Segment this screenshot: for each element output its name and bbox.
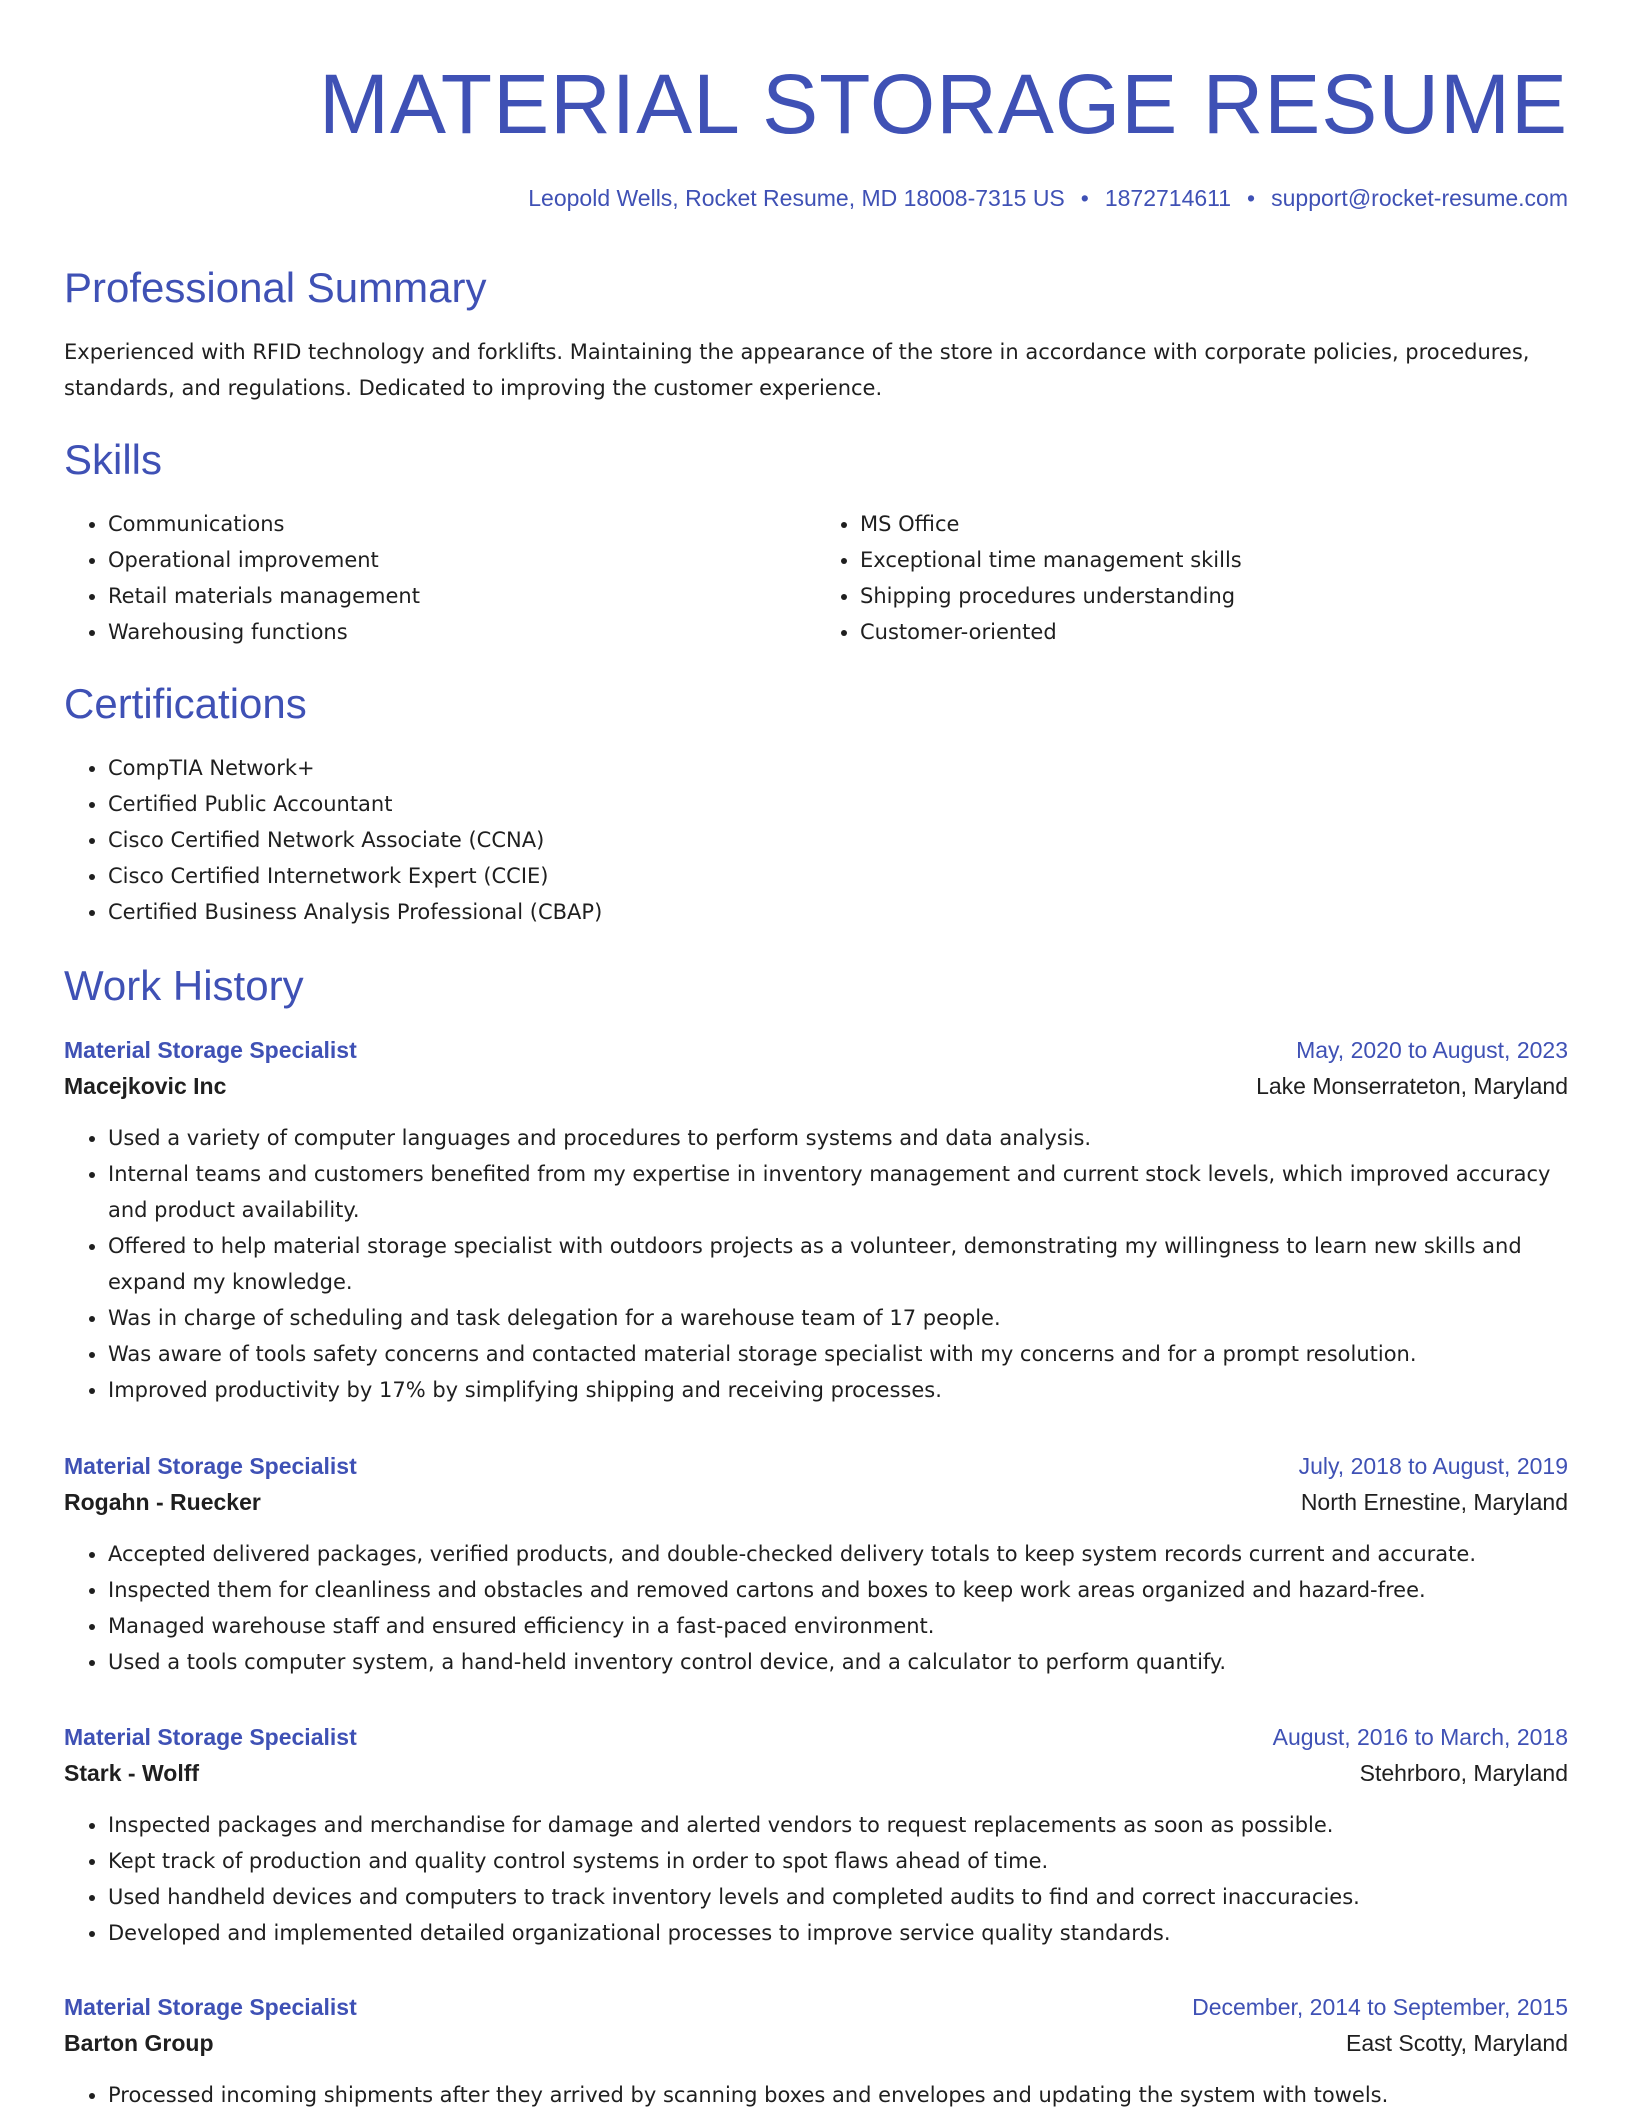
job-bullet: • Was aware of tools safety concerns and contacted material storage specialist with my concerns and for a prompt resolution. (108, 1336, 1568, 1372)
work-history-heading: Work History (64, 962, 304, 1009)
certification-item: • Cisco Certified Network Associate (CCNA) (108, 822, 1568, 858)
job-title: Material Storage Specialist (64, 1994, 357, 2020)
skill-item: • MS Office (860, 506, 1568, 542)
job-location: Lake Monserrateton, Maryland (1256, 1073, 1568, 1099)
job-bullet: • Kept track of production and quality control systems in order to spot flaws ahead of time. (108, 1843, 1568, 1879)
contact-separator: • (1247, 185, 1256, 211)
skill-item: • Customer-oriented (860, 614, 1568, 650)
certification-item: • Certified Business Analysis Professional (CBAP) (108, 894, 1568, 930)
job-title: Material Storage Specialist (64, 1724, 357, 1750)
certifications-heading: Certifications (64, 680, 307, 727)
job-company: Macejkovic Inc (64, 1073, 227, 1099)
job-title: Material Storage Specialist (64, 1453, 357, 1479)
job-entry (64, 1448, 1568, 1680)
job-bullet: • Used a tools computer system, a hand-held inventory control device, and a calculator to perform quantify. (108, 1644, 1568, 1680)
job-company: Stark - Wolff (64, 1760, 200, 1786)
resume-title: MATERIAL STORAGE RESUME (319, 57, 1568, 151)
job-entry (64, 1032, 1568, 1408)
skills-left-column (64, 506, 816, 650)
skill-item: • Exceptional time management skills (860, 542, 1568, 578)
certification-item: • CompTIA Network+ (108, 750, 1568, 786)
job-dates: December, 2014 to September, 2015 (1192, 1994, 1568, 2020)
job-bullet: • Was in charge of scheduling and task delegation for a warehouse team of 17 people. (108, 1300, 1568, 1336)
job-bullet: • Used a variety of computer languages and procedures to perform systems and data analysis. (108, 1120, 1568, 1156)
contact-email[interactable]: support@rocket-resume.com (1271, 185, 1568, 211)
certifications-list (64, 750, 1568, 930)
contact-separator: • (1080, 185, 1089, 211)
job-bullet: • Offered to help material storage specialist with outdoors projects as a volunteer, demonstrating my willingness to learn new skills and expand my knowledge. (108, 1228, 1568, 1300)
skills-right-column (816, 506, 1568, 650)
job-location: Stehrboro, Maryland (1359, 1760, 1568, 1786)
skills-heading: Skills (64, 436, 163, 483)
job-bullet: • Managed warehouse staff and ensured efficiency in a fast-paced environment. (108, 1608, 1568, 1644)
job-bullet: • Internal teams and customers benefited from my expertise in inventory management and current stock levels, which improved accuracy and product availability. (108, 1156, 1568, 1228)
job-bullets (64, 2077, 1568, 2113)
job-company: Rogahn - Ruecker (64, 1489, 261, 1515)
job-bullet: • Accepted delivered packages, verified products, and double-checked delivery totals to keep system records current and accurate. (108, 1536, 1568, 1572)
job-dates: July, 2018 to August, 2019 (1298, 1453, 1568, 1479)
job-location: North Ernestine, Maryland (1300, 1489, 1568, 1515)
contact-line (64, 180, 1568, 216)
skill-item: • Retail materials management (108, 578, 816, 614)
certification-item: • Cisco Certified Internetwork Expert (CCIE) (108, 858, 1568, 894)
job-bullet: • Processed incoming shipments after they arrived by scanning boxes and envelopes and updating the system with towels. (108, 2077, 1568, 2113)
certification-item: • Certified Public Accountant (108, 786, 1568, 822)
skill-item: • Communications (108, 506, 816, 542)
job-title: Material Storage Specialist (64, 1037, 357, 1063)
job-entry (64, 1719, 1568, 1951)
job-dates: May, 2020 to August, 2023 (1296, 1037, 1568, 1063)
job-location: East Scotty, Maryland (1346, 2030, 1568, 2056)
summary-heading: Professional Summary (64, 264, 487, 311)
resume-page (64, 0, 1568, 2107)
job-company: Barton Group (64, 2030, 214, 2056)
skill-item: • Shipping procedures understanding (860, 578, 1568, 614)
job-bullet: • Improved productivity by 17% by simplifying shipping and receiving processes. (108, 1372, 1568, 1408)
job-entry (64, 1989, 1568, 2113)
job-bullet: • Developed and implemented detailed organizational processes to improve service quality standards. (108, 1915, 1568, 1951)
job-bullets (64, 1536, 1568, 1680)
skill-item: • Operational improvement (108, 542, 816, 578)
job-bullet: • Inspected them for cleanliness and obstacles and removed cartons and boxes to keep work areas organized and hazard-free. (108, 1572, 1568, 1608)
job-bullet: • Inspected packages and merchandise for damage and alerted vendors to request replacements as soon as possible. (108, 1807, 1568, 1843)
contact-address: Leopold Wells, Rocket Resume, MD 18008-7315 US (528, 185, 1065, 211)
job-bullets (64, 1120, 1568, 1408)
summary-text: Experienced with RFID technology and forklifts. Maintaining the appearance of the store in accordance with corporate policies, procedures, standards, and regulations. Dedicated to improving the customer experience. (64, 340, 1530, 400)
job-bullet: • Used handheld devices and computers to track inventory levels and completed audits to find and correct inaccuracies. (108, 1879, 1568, 1915)
skills-list (64, 506, 1568, 650)
skill-item: • Warehousing functions (108, 614, 816, 650)
job-bullets (64, 1807, 1568, 1951)
job-dates: August, 2016 to March, 2018 (1272, 1724, 1568, 1750)
contact-phone: 1872714611 (1104, 185, 1232, 211)
